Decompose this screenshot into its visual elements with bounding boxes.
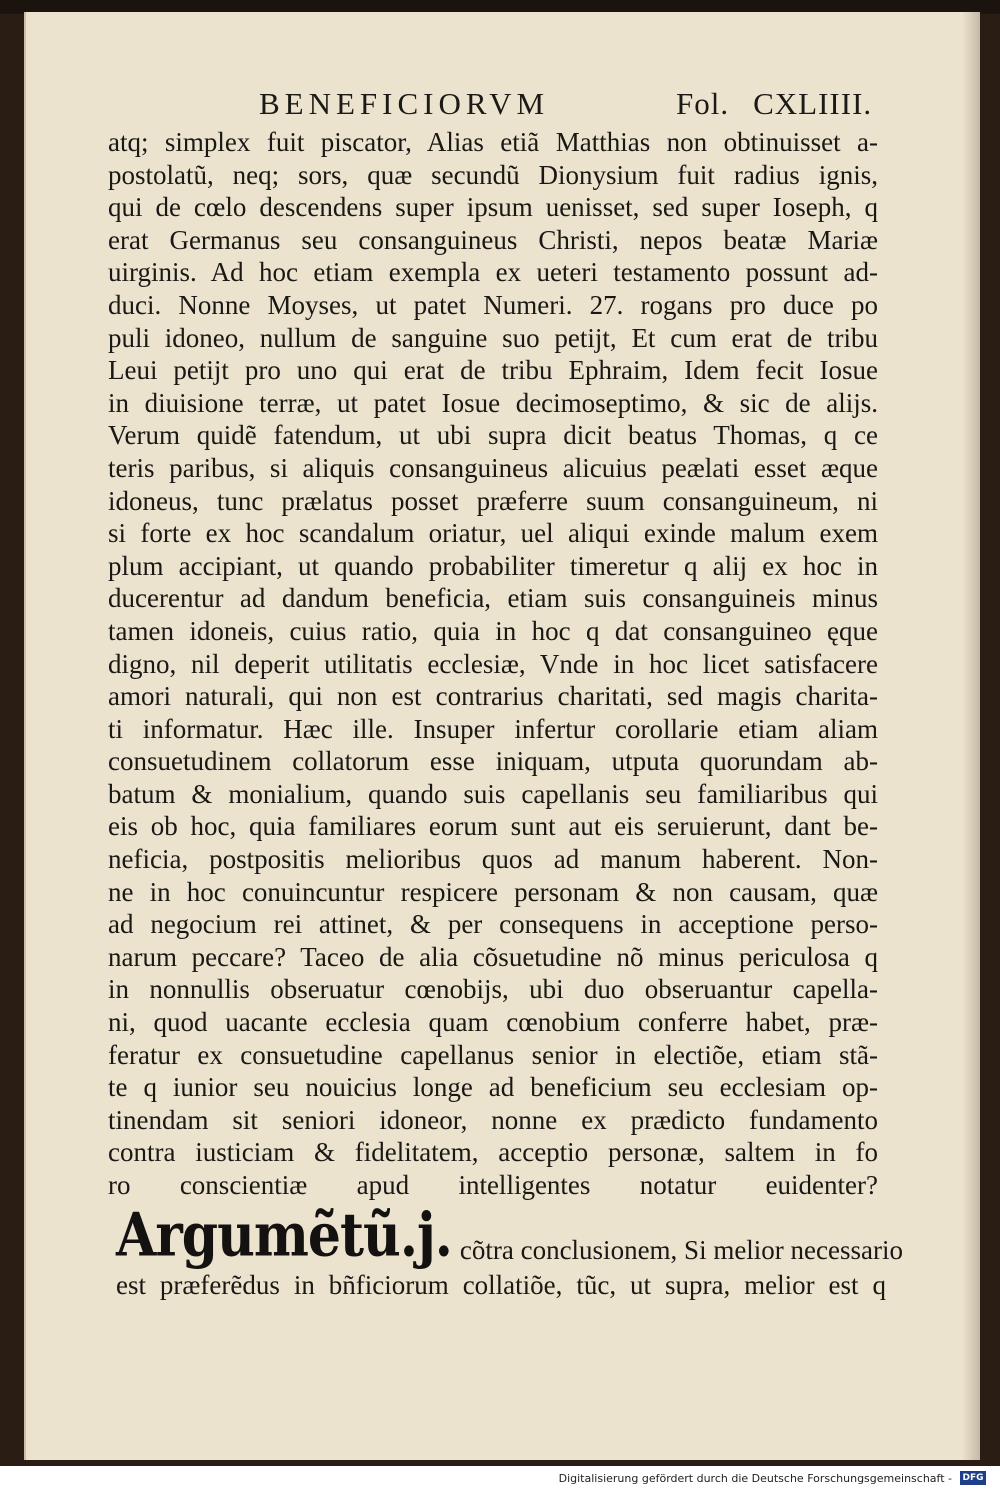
folio-number: CXLIIII.	[753, 86, 873, 121]
text-line: ad negocium rei attinet, & per consequens in acceptione perso-	[108, 909, 878, 940]
text-line: te q iunior seu nouicius longe ad beneficium seu ecclesiam op-	[108, 1072, 878, 1103]
main-text-block	[108, 126, 878, 1202]
text-line: si forte ex hoc scandalum oriatur, uel aliqui exinde malum exem	[108, 518, 878, 549]
text-line: neficia, postpositis melioribus quos ad manum haberent. Non-	[108, 844, 878, 875]
dfg-logo: DFG	[960, 1471, 986, 1485]
text-line: atq; simplex fuit piscator, Alias etiã Matthias non obtinuisset a-	[108, 127, 878, 157]
folio-label: Fol.	[676, 86, 730, 121]
text-line: plum accipiant, ut quando probabiliter timeretur q alij ex hoc in	[108, 550, 878, 581]
page-header	[26, 86, 980, 130]
argument-heading: Argumẽtũ.j.	[116, 1200, 452, 1271]
text-line: qui de cœlo descendens super ipsum uenisset, sed super Ioseph, q	[108, 192, 878, 223]
text-line: erat Germanus seu consanguineus Christi, nepos beatæ Mariæ	[108, 224, 878, 255]
text-line: uirginis. Ad hoc etiam exempla ex ueteri testamento possunt ad-	[108, 257, 878, 288]
text-line: ducerentur ad dandum beneficia, etiam suis consanguineis minus	[108, 583, 878, 614]
text-line: narum peccare? Taceo de alia cõsuetudine nõ minus periculosa q	[108, 941, 878, 972]
argument-section	[116, 1200, 903, 1304]
text-line: eis ob hoc, quia familiares eorum sunt aut eis seruierunt, dant be-	[108, 811, 878, 842]
funding-credit: Digitalisierung gefördert durch die Deutsche Forschungsgemeinschaft -	[558, 1472, 952, 1485]
text-line: Verum quidẽ fatendum, ut ubi supra dicit beatus Thomas, q ce	[108, 420, 878, 451]
argument-first-line	[116, 1200, 903, 1271]
book-page	[24, 12, 980, 1460]
digitization-footer	[0, 1466, 1000, 1494]
argument-line-1-text: cõtra conclusionem, Si melior necessario	[459, 1235, 903, 1265]
text-line: batum & monialium, quando suis capellanis seu familiaribus qui	[108, 778, 878, 809]
text-line: ro conscientiæ apud intelligentes notatur euidenter?	[108, 1170, 878, 1200]
text-line: Leui petijt pro uno qui erat de tribu Ephraim, Idem fecit Iosue	[108, 355, 878, 386]
text-line: puli idoneo, nullum de sanguine suo petijt, Et cum erat de tribu	[108, 322, 878, 353]
text-line: digno, nil deperit utilitatis ecclesiæ, Vnde in hoc licet satisfacere	[108, 648, 878, 679]
running-title: BENEFICIORVM	[259, 86, 550, 121]
text-line: tinendam sit seniori idoneor, nonne ex prædicto fundamento	[108, 1104, 878, 1135]
text-line: contra iusticiam & fidelitatem, acceptio personæ, saltem in fo	[108, 1137, 878, 1168]
text-line: in nonnullis obseruatur cœnobijs, ubi duo obseruantur capella-	[108, 974, 878, 1005]
text-line: teris paribus, si aliquis consanguineus alicuius peælati esset æque	[108, 452, 878, 483]
text-line: ni, quod uacante ecclesia quam cœnobium conferre habet, præ-	[108, 1007, 878, 1038]
folio	[676, 86, 896, 122]
text-line: feratur ex consuetudine capellanus senior in electiõe, etiam stã-	[108, 1039, 878, 1070]
text-line: tamen idoneis, cuius ratio, quia in hoc q dat consanguineo ęque	[108, 615, 878, 646]
text-line: consuetudinem collatorum esse iniquam, utputa quorundam ab-	[108, 746, 878, 777]
text-line: ti informatur. Hæc ille. Insuper infertur corollarie etiam aliam	[108, 713, 878, 744]
text-line: duci. Nonne Moyses, ut patet Numeri. 27. rogans pro duce po	[108, 289, 878, 320]
argument-line-2: est præferẽdus in bñficiorum collatiõe, tũc, ut supra, melior est q	[116, 1270, 886, 1300]
text-line: in diuisione terræ, ut patet Iosue decimoseptimo, & sic de alijs.	[108, 387, 878, 418]
text-line: postolatũ, neq; sors, quæ secundũ Dionysium fuit radius ignis,	[108, 159, 878, 190]
text-line: ne in hoc conuincuntur respicere personam & non causam, quæ	[108, 876, 878, 907]
text-line: idoneus, tunc prælatus posset præferre suum consanguineum, ni	[108, 485, 878, 516]
text-line: amori naturali, qui non est contrarius charitati, sed magis charita-	[108, 681, 878, 712]
